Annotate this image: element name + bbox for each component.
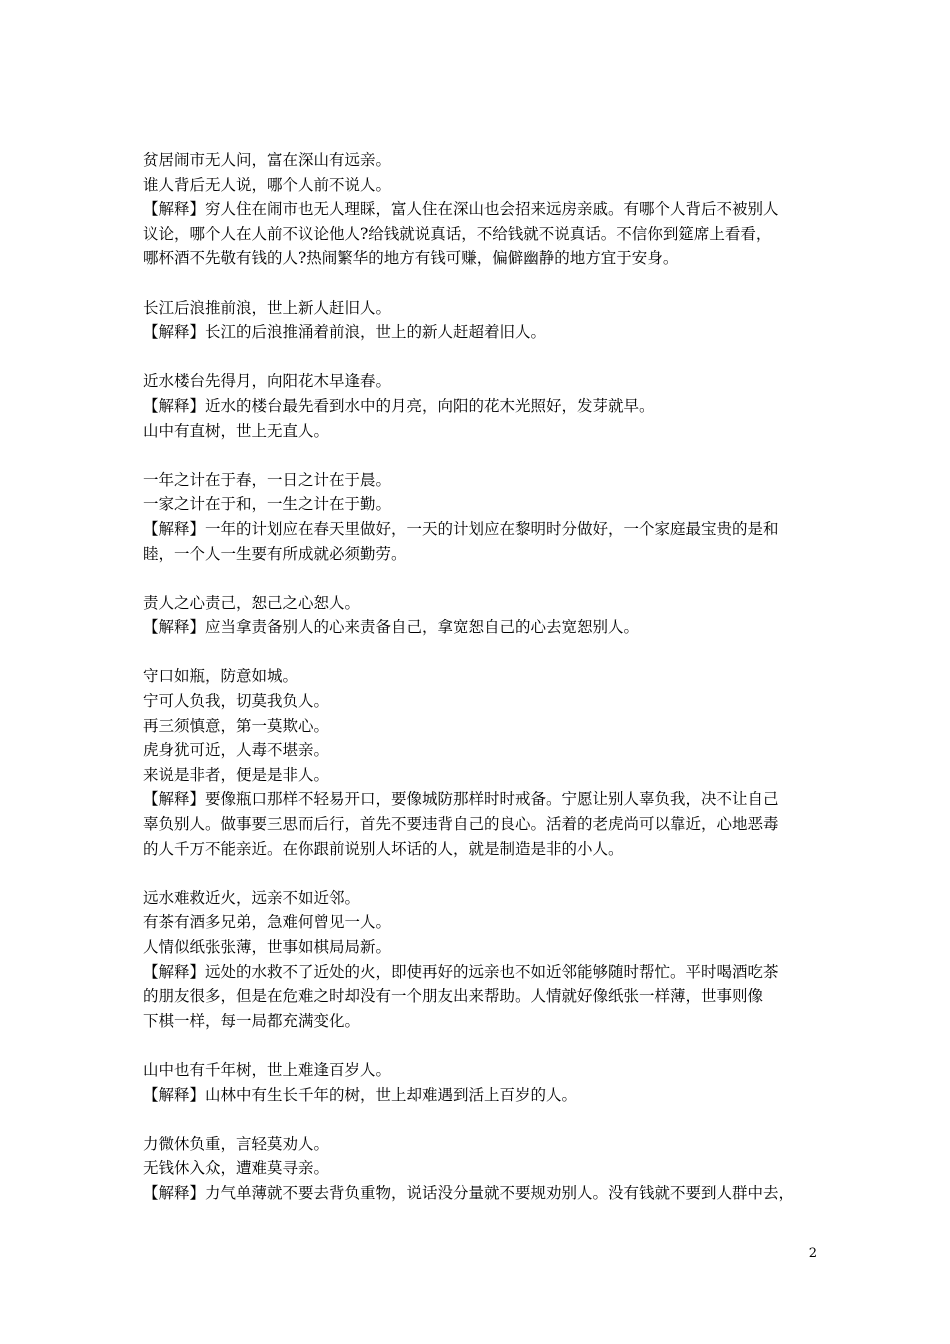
text-line: 【解释】要像瓶口那样不轻易开口，要像城防那样时时戒备。宁愿让别人辜负我，决不让自己 [143,790,779,809]
text-line: 虎身犹可近，人毒不堪亲。 [143,741,330,760]
text-line: 哪杯酒不先敬有钱的人?热闹繁华的地方有钱可赚，偏僻幽静的地方宜于安身。 [143,249,679,268]
text-line: 山中也有千年树，世上难逢百岁人。 [143,1060,392,1079]
text-line: 议论，哪个人在人前不议论他人?给钱就说真话，不给钱就不说真话。不信你到筵席上看看， [143,224,772,243]
paragraph-block [143,591,815,640]
text-line: 谁人背后无人说，哪个人前不说人。 [143,175,392,194]
text-line: 无钱休入众，遭难莫寻亲。 [143,1159,330,1178]
text-line: 远水难救近火，远亲不如近邻。 [143,888,361,907]
text-line: 【解释】应当拿责备别人的心来责备自己，拿宽恕自己的心去宽恕别人。 [143,618,640,637]
paragraph-block [143,296,815,345]
text-line: 辜负别人。做事要三思而后行，首先不要违背自己的良心。活着的老虎尚可以靠近，心地恶毒 [143,815,779,834]
text-line: 【解释】山林中有生长千年的树，世上却难遇到活上百岁的人。 [143,1085,578,1104]
text-line: 有茶有酒多兄弟，急难何曾见一人。 [143,913,392,932]
text-line: 【解释】力气单薄就不要去背负重物，说话没分量就不要规劝别人。没有钱就不要到人群中去， [143,1183,795,1202]
text-line: 一年之计在于春，一日之计在于晨。 [143,470,392,489]
text-line: 下棋一样，每一局都充满变化。 [143,1011,361,1030]
text-line: 【解释】近水的楼台最先看到水中的月亮，向阳的花木光照好，发芽就早。 [143,396,655,415]
text-line: 力微休负重，言轻莫劝人。 [143,1134,330,1153]
text-line: 【解释】一年的计划应在春天里做好，一天的计划应在黎明时分做好，一个家庭最宝贵的是和 [143,519,779,538]
text-line: 责人之心责己，恕己之心恕人。 [143,593,361,612]
text-line: 近水楼台先得月，向阳花木早逢春。 [143,372,392,391]
page-number: 2 [808,1246,817,1261]
paragraph-block [143,664,815,861]
text-line: 山中有直树，世上无直人。 [143,421,330,440]
paragraph-block [143,369,815,443]
text-line: 一家之计在于和，一生之计在于勤。 [143,495,392,514]
text-line: 守口如瓶，防意如城。 [143,667,299,686]
text-line: 贫居闹市无人问，富在深山有远亲。 [143,151,392,169]
text-line: 宁可人负我，切莫我负人。 [143,692,330,711]
paragraph-block [143,886,815,1034]
text-line: 的朋友很多，但是在危难之时却没有一个朋友出来帮助。人情就好像纸张一样薄，世事则像 [143,987,764,1006]
text-line: 人情似纸张张薄，世事如棋局局新。 [143,938,392,956]
paragraph-block [143,1058,815,1107]
text-line: 的人千万不能亲近。在你跟前说别人坏话的人，就是制造是非的小人。 [143,839,624,858]
document-body [143,148,815,1230]
paragraph-block [143,468,815,566]
text-line: 睦，一个人一生要有所成就必须勤劳。 [143,544,407,563]
text-line: 【解释】穷人住在闹市也无人理睬，富人住在深山也会招来远房亲戚。有哪个人背后不被别人 [143,200,779,219]
paragraph-block [143,1132,815,1206]
text-line: 长江后浪推前浪，世上新人赶旧人。 [143,298,392,317]
paragraph-block [143,148,815,271]
text-line: 来说是非者，便是是非人。 [143,765,330,784]
text-line: 【解释】远处的水救不了近处的火，即使再好的远亲也不如近邻能够随时帮忙。平时喝酒吃茶 [143,962,779,981]
text-line: 【解释】长江的后浪推涌着前浪，世上的新人赶超着旧人。 [143,323,547,342]
text-line: 再三须慎意，第一莫欺心。 [143,716,330,735]
